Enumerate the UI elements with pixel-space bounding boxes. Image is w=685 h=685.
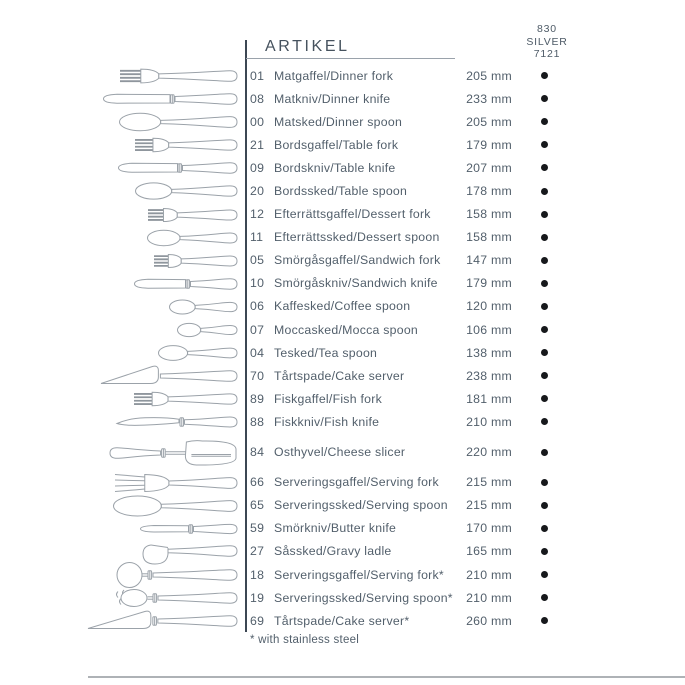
availability-cell [526,479,562,486]
article-name: Tårtspade/Cake server* [274,613,410,628]
article-number: 07 [250,322,265,337]
article-number: 12 [250,207,265,222]
coffee-spoon-illustration [168,289,238,325]
dessert-spoon-illustration [146,220,238,256]
availability-dot-icon [541,525,548,532]
article-length: 170 mm [466,521,512,536]
article-length: 210 mm [466,414,512,429]
article-length: 205 mm [466,114,512,129]
article-length: 178 mm [466,184,512,199]
article-number: 59 [250,521,265,536]
availability-cell [526,502,562,509]
article-number: 08 [250,91,265,106]
column-header-line3: 7121 [533,48,561,60]
availability-cell [526,211,562,218]
availability-dot-icon [541,188,548,195]
article-name: Serveringsgaffel/Serving fork* [274,567,444,582]
article-length: 179 mm [466,276,512,291]
article-name: Matsked/Dinner spoon [274,114,403,129]
article-row [250,272,562,295]
availability-dot-icon [541,548,548,555]
article-row [250,364,562,387]
availability-cell [526,188,562,195]
availability-dot-icon [541,594,548,601]
article-row [250,226,562,249]
article-name: Fiskgaffel/Fish fork [274,391,382,406]
article-row [250,586,562,609]
article-length: 147 mm [466,253,512,268]
availability-cell [526,617,562,624]
article-number: 19 [250,590,265,605]
article-length: 205 mm [466,68,512,83]
article-row [250,295,562,318]
article-number: 70 [250,368,265,383]
article-number: 89 [250,391,265,406]
table-knife-illustration [117,150,238,186]
article-number: 69 [250,613,265,628]
article-row [250,387,562,410]
availability-dot-icon [541,164,548,171]
article-number: 65 [250,498,265,513]
availability-dot-icon [541,303,548,310]
article-length: 210 mm [466,567,512,582]
serving-fork-illustration [112,465,238,501]
article-length: 210 mm [466,590,512,605]
article-row [250,87,562,110]
article-name: Serveringssked/Serving spoon [274,498,448,513]
availability-cell [526,280,562,287]
article-name: Smörgåskniv/Sandwich knife [274,276,438,291]
article-name: Moccasked/Mocca spoon [274,322,418,337]
availability-dot-icon [541,449,548,456]
availability-cell [526,118,562,125]
availability-cell [526,449,562,456]
article-row [250,517,562,540]
article-name: Efterrättssked/Dessert spoon [274,230,440,245]
fish-knife-illustration [115,404,238,440]
serving-fork-steel-illustration [115,557,238,593]
article-length: 158 mm [466,230,512,245]
article-row [250,563,562,586]
availability-dot-icon [541,257,548,264]
article-number: 21 [250,137,265,152]
article-row [250,64,562,87]
footnote: * with stainless steel [250,634,360,646]
article-number: 10 [250,276,265,291]
availability-cell [526,141,562,148]
gravy-ladle-illustration [141,534,238,570]
availability-cell [526,303,562,310]
article-number: 18 [250,567,265,582]
article-number: 01 [250,68,265,83]
article-row [250,341,562,364]
article-row [250,133,562,156]
article-length: 233 mm [466,91,512,106]
availability-dot-icon [541,479,548,486]
article-length: 179 mm [466,137,512,152]
article-length: 138 mm [466,345,512,360]
article-number: 27 [250,544,265,559]
title-underline [246,58,455,59]
article-name: Bordssked/Table spoon [274,184,408,199]
article-row [250,203,562,226]
availability-dot-icon [541,280,548,287]
availability-cell [526,571,562,578]
serving-spoon-steel-illustration [115,580,238,616]
availability-cell [526,95,562,102]
article-name: Smörgåsgaffel/Sandwich fork [274,253,441,268]
article-name: Smörkniv/Butter knife [274,521,397,536]
availability-cell [526,548,562,555]
article-length: 120 mm [466,299,512,314]
availability-dot-icon [541,326,548,333]
article-name: Kaffesked/Coffee spoon [274,299,411,314]
dinner-knife-illustration [102,81,238,117]
article-name: Osthyvel/Cheese slicer [274,445,406,460]
article-name: Serveringssked/Serving spoon* [274,590,453,605]
dessert-fork-illustration [146,197,238,233]
availability-cell [526,234,562,241]
article-row [250,441,562,464]
article-number: 00 [250,114,265,129]
article-row [250,318,562,341]
vertical-divider [245,40,247,632]
article-name: Tesked/Tea spoon [274,345,378,360]
article-number: 09 [250,160,265,175]
availability-cell [526,525,562,532]
availability-dot-icon [541,95,548,102]
serving-spoon-illustration [112,488,238,524]
article-name: Fiskkniv/Fish knife [274,414,380,429]
article-name: Bordskniv/Table knife [274,160,396,175]
article-number: 05 [250,253,265,268]
article-row [250,156,562,179]
article-name: Såssked/Gravy ladle [274,544,392,559]
dinner-fork-illustration [118,58,238,94]
availability-cell [526,164,562,171]
article-length: 181 mm [466,391,512,406]
availability-dot-icon [541,118,548,125]
availability-cell [526,349,562,356]
availability-dot-icon [541,372,548,379]
article-row [250,540,562,563]
availability-cell [526,395,562,402]
article-row [250,410,562,433]
sandwich-fork-illustration [152,243,238,279]
table-spoon-illustration [134,173,238,209]
article-length: 165 mm [466,544,512,559]
sandwich-knife-illustration [133,266,238,302]
article-name: Serveringsgaffel/Serving fork [274,475,439,490]
availability-dot-icon [541,141,548,148]
availability-dot-icon [541,502,548,509]
article-number: 88 [250,414,265,429]
article-name: Matgaffel/Dinner fork [274,68,394,83]
availability-dot-icon [541,211,548,218]
article-length: 238 mm [466,368,512,383]
article-number: 04 [250,345,265,360]
article-name: Efterrättsgaffel/Dessert fork [274,207,431,222]
cake-server-steel-illustration [86,603,238,639]
article-length: 106 mm [466,322,512,337]
article-length: 207 mm [466,160,512,175]
availability-dot-icon [541,72,548,79]
article-length: 158 mm [466,207,512,222]
table-fork-illustration [133,127,238,163]
availability-cell [526,326,562,333]
cheese-slicer-illustration [109,435,238,471]
availability-cell [526,418,562,425]
cake-server-illustration [99,358,238,394]
article-name: Matkniv/Dinner knife [274,91,391,106]
article-list [250,64,562,632]
availability-cell [526,594,562,601]
article-number: 20 [250,184,265,199]
article-row [250,179,562,202]
page-bottom-rule [88,676,685,678]
page-title: ARTIKEL [265,38,350,55]
article-row [250,609,562,632]
article-row [250,471,562,494]
article-row [250,494,562,517]
article-length: 220 mm [466,445,512,460]
article-name: Tårtspade/Cake server [274,368,405,383]
article-name: Bordsgaffel/Table fork [274,137,399,152]
availability-cell [526,72,562,79]
availability-dot-icon [541,571,548,578]
column-header-line2: SILVER [526,35,568,48]
article-row [250,110,562,133]
butter-knife-illustration [139,511,238,547]
dinner-spoon-illustration [118,104,238,140]
availability-column-header [515,23,579,61]
availability-cell [526,257,562,264]
availability-dot-icon [541,395,548,402]
article-number: 84 [250,445,265,460]
column-header-line1: 830 [537,23,557,35]
availability-dot-icon [541,617,548,624]
availability-dot-icon [541,234,548,241]
availability-cell [526,372,562,379]
article-row [250,249,562,272]
fish-fork-illustration [132,381,238,417]
mocca-spoon-illustration [176,312,238,348]
article-number: 66 [250,475,265,490]
article-number: 11 [250,230,264,245]
tea-spoon-illustration [157,335,238,371]
availability-dot-icon [541,349,548,356]
article-length: 215 mm [466,498,512,513]
article-number: 06 [250,299,265,314]
article-length: 215 mm [466,475,512,490]
availability-dot-icon [541,418,548,425]
article-length: 260 mm [466,613,512,628]
